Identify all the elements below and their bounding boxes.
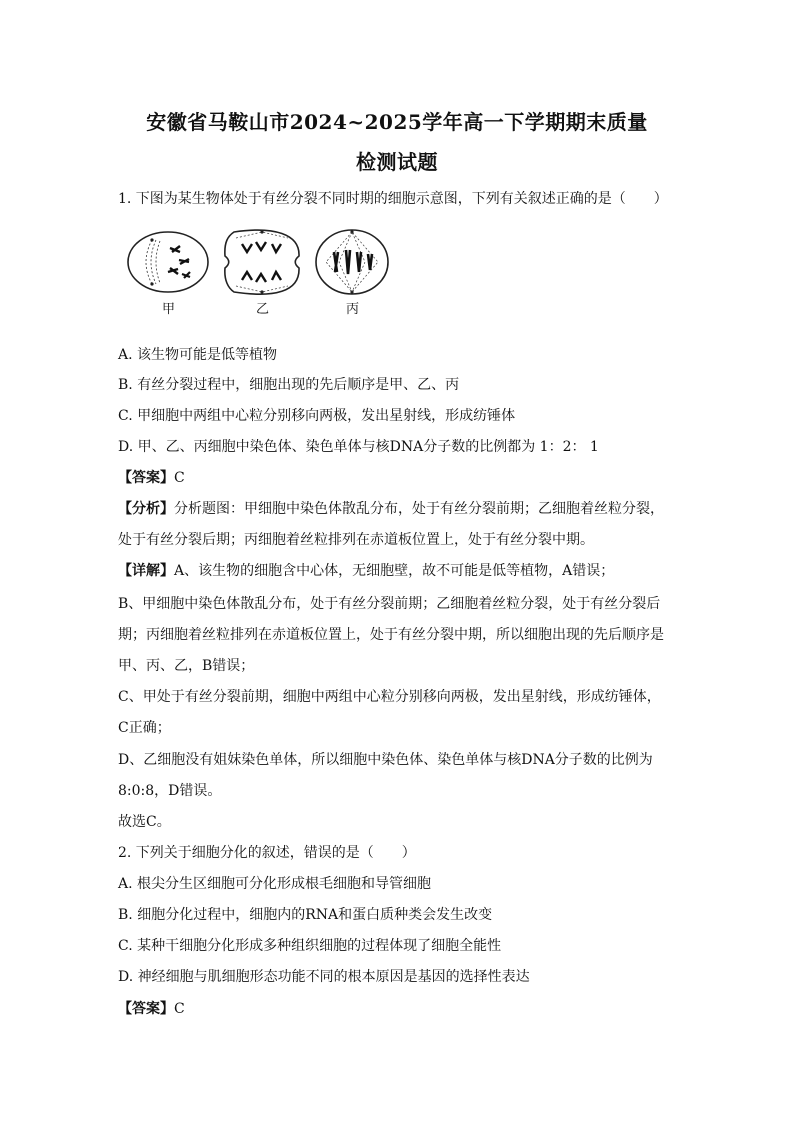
q2-option-b: B. 细胞分化过程中，细胞内的RNA和蛋白质种类会发生改变	[118, 907, 493, 923]
q1-detail-line4: 甲、丙、乙，B错误；	[118, 658, 255, 674]
q1-option-a: A. 该生物可能是低等植物	[118, 347, 278, 363]
q2-answer-line	[118, 998, 185, 1018]
q1-answer-label: 【答案】	[118, 470, 174, 486]
q1-analysis-text1: 分析题图：甲细胞中染色体散乱分布，处于有丝分裂前期；乙细胞着丝粒分裂，	[174, 501, 664, 517]
q1-option-c: C. 甲细胞中两组中心粒分别移向两极，发出星射线，形成纺锤体	[118, 408, 516, 424]
q1-detail-label: 【详解】	[118, 563, 174, 579]
q2-answer-value: C	[174, 1001, 185, 1017]
cell-yi-diagram	[225, 230, 299, 294]
caption-bing: 丙	[346, 302, 360, 317]
q1-detail-line5: C、甲处于有丝分裂前期，细胞中两组中心粒分别移向两极，发出星射线，形成纺锤体，	[118, 689, 661, 705]
q1-analysis-label: 【分析】	[118, 501, 174, 517]
cell-division-figure	[124, 222, 394, 322]
question-1-stem: 1. 下图为某生物体处于有丝分裂不同时期的细胞示意图，下列有关叙述正确的是（ ）	[118, 191, 668, 207]
q1-option-b: B. 有丝分裂过程中，细胞出现的先后顺序是甲、乙、丙	[118, 377, 460, 393]
q1-detail-line7: D、乙细胞没有姐妹染色单体，所以细胞中染色体、染色单体与核DNA分子数的比例为	[118, 752, 653, 768]
cell-jia-diagram	[128, 232, 208, 292]
cell-bing-diagram	[316, 230, 388, 294]
question-2-stem: 2. 下列关于细胞分化的叙述，错误的是（ ）	[118, 845, 416, 861]
caption-yi: 乙	[256, 302, 270, 317]
q1-detail-line9: 故选C。	[118, 814, 171, 830]
q1-answer-value: C	[174, 470, 185, 486]
q1-detail-line3: 期；丙细胞着丝粒排列在赤道板位置上，处于有丝分裂中期，所以细胞出现的先后顺序是	[118, 627, 664, 643]
q2-answer-label: 【答案】	[118, 1001, 174, 1017]
caption-jia: 甲	[162, 302, 176, 317]
q1-detail-text1: A、该生物的细胞含中心体，无细胞壁，故不可能是低等植物，A错误；	[174, 563, 615, 579]
q1-analysis-line2: 处于有丝分裂后期；丙细胞着丝粒排列在赤道板位置上，处于有丝分裂中期。	[118, 532, 594, 548]
page-title-line1: 安徽省马鞍山市2024~2025学年高一下学期期末质量	[146, 110, 648, 134]
q1-detail-line2: B、甲细胞中染色体散乱分布，处于有丝分裂前期；乙细胞着丝粒分裂，处于有丝分裂后	[118, 596, 661, 612]
q2-option-d: D. 神经细胞与肌细胞形态功能不同的根本原因是基因的选择性表达	[118, 969, 530, 985]
q2-option-a: A. 根尖分生区细胞可分化形成根毛细胞和导管细胞	[118, 876, 432, 892]
q1-option-d: D. 甲、乙、丙细胞中染色体、染色单体与核DNA分子数的比例都为 1：2： 1	[118, 439, 599, 455]
q1-detail-line6: C正确；	[118, 720, 171, 736]
q1-analysis-line1	[118, 498, 664, 518]
q2-option-c: C. 某种干细胞分化形成多种组织细胞的过程体现了细胞全能性	[118, 938, 502, 954]
q1-answer-line	[118, 467, 185, 487]
page-title-line2: 检测试题	[356, 150, 438, 174]
cell-diagram-svg	[124, 222, 394, 302]
q1-detail-line8: 8:0:8，D错误。	[118, 783, 222, 799]
q1-detail-line1	[118, 560, 614, 580]
